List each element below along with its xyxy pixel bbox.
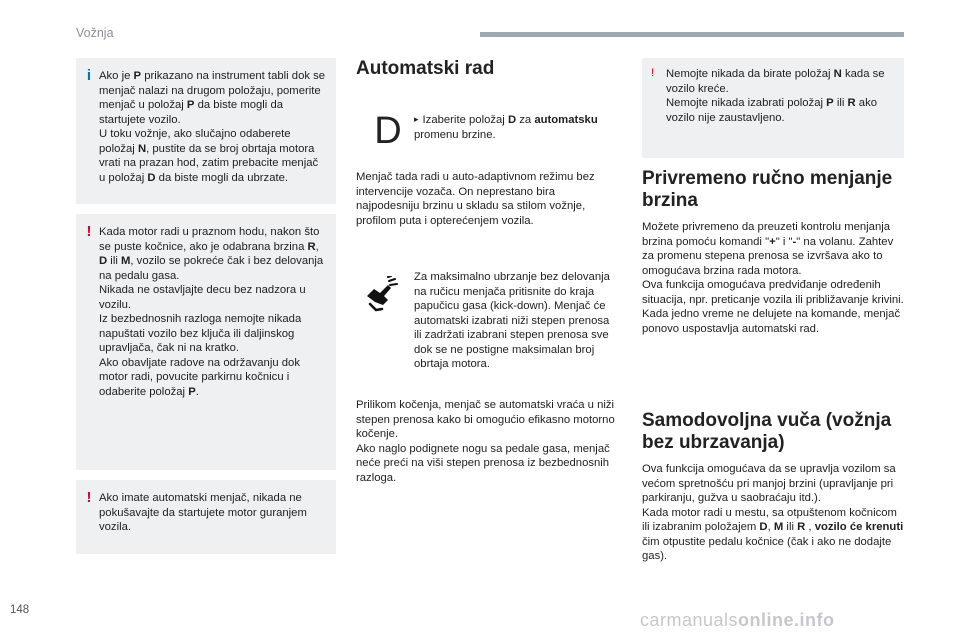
bullet-select-d xyxy=(414,112,614,142)
text-line: Ova funkcija omogućava da se upravlja vozilom sa većom spretnošću pri manjoj brzini (upravljanje pri parkiranju, gužva u saobraćaju itd.). xyxy=(642,463,896,504)
text-line: Možete privremeno da preuzeti kontrolu menjanja brzina pomoću komandi "+" i "-" na volanu. Zahtev za promenu stepena prenosa se izvršava ako to omogućava brzina rada motora. xyxy=(642,221,894,277)
text-line: Nikada ne ostavljajte decu bez nadzora u vozilu. xyxy=(99,284,306,311)
bullet-arrow-icon: ▸ xyxy=(414,114,419,124)
text-line: Ako imate automatski menjač, nikada ne pokušavajte da startujete motor guranjem vozila. xyxy=(99,492,307,533)
info-icon: i xyxy=(86,67,92,84)
watermark: carmanualsonline.info xyxy=(640,610,835,630)
info-note-text xyxy=(99,69,326,185)
tip-hand-icon xyxy=(364,276,400,312)
text-line: Ova funkcija omogućava predviđanje određenih situacija, npr. preticanje vozila ili približavanje krivini. xyxy=(642,279,904,306)
text-line: Nemojte nikada da birate položaj N kada se vozilo kreće. xyxy=(666,68,885,95)
warning-icon: ! xyxy=(86,489,92,506)
header-bar xyxy=(480,32,904,37)
paragraph-creep xyxy=(642,462,904,564)
warning-note-box xyxy=(76,214,336,470)
paragraph-adaptive-mode: Menjač tada radi u auto-adaptivnom režimu bez intervencije vozača. On neprestano bira najpodesniju brzinu u skladu sa stilom vožnje, profilom puta i opterećenjem vozila. xyxy=(356,171,595,227)
section-title-creep: Samodovoljna vuča (vožnja bez ubrzavanja) xyxy=(642,410,892,453)
text-line: Kada motor radi u mestu, sa otpuštenom kočnicom ili izabranim položajem D, M ili R , vozilo će krenuti čim otpustite pedalu kočnice (čak i ako ne dodajte gas). xyxy=(642,506,904,562)
gear-d-symbol: D xyxy=(374,110,402,152)
warning-icon: ! xyxy=(651,67,655,79)
section-title-automatski-rad: Automatski rad xyxy=(356,58,495,79)
header-section-label: Vožnja xyxy=(76,26,114,40)
bullet-text: Izaberite položaj D za automatsku promenu brzine. xyxy=(414,114,598,141)
text-line: Iz bezbednosnih razloga nemojte nikada napuštati vozilo bez ključa ili daljinskog upravljača, čak ni na kratko. xyxy=(99,313,302,354)
warning-note-text xyxy=(666,67,894,125)
info-note-box xyxy=(76,58,336,204)
text-line: Ako obavljate radove na održavanju dok motor radi, povucite parkirnu kočnicu i odaberite položaj P. xyxy=(99,356,300,398)
paragraph-manual-shifting xyxy=(642,220,904,336)
page-number: 148 xyxy=(10,604,30,616)
warning-note-box-neutral xyxy=(642,58,904,158)
warning-note-text xyxy=(99,225,326,399)
text-line: Nemojte nikada izabrati položaj P ili R ako vozilo nije zaustavljeno. xyxy=(666,97,878,124)
paragraph-braking: Prilikom kočenja, menjač se automatski vraća u niži stepen prenosa kako bi omogućio efikasno motorno kočenje. Ako naglo podignete nogu sa pedale gasa, menjač neće preći na viši stepen prenosa iz bezbednosnih razloga. xyxy=(356,399,615,484)
text-line: Kada jedno vreme ne delujete na komande, menjač ponovo uspostavlja automatski rad. xyxy=(642,308,901,335)
warning-note-box-push-start xyxy=(76,480,336,554)
warning-note-text xyxy=(99,491,326,535)
text-line: U toku vožnje, ako slučajno odaberete položaj N, pustite da se broj obrtaja motora vrati na prazan hod, zatim prebacite menjač u položaj D da biste mogli da ubrzate. xyxy=(99,128,319,184)
text-line: Kada motor radi u praznom hodu, nakon što se puste kočnice, ako je odabrana brzina R, D ili M, vozilo se pokreće čak i bez delovanja na pedalu gasa. xyxy=(99,226,324,282)
warning-icon: ! xyxy=(86,223,92,240)
section-title-manual-shifting: Privremeno ručno menjanje brzina xyxy=(642,168,893,211)
text-line: Ako je P prikazano na instrument tabli dok se menjač nalazi na drugom položaju, pomerite menjač u položaj P da biste mogli da startujete vozilo. xyxy=(99,70,326,126)
tip-kick-down-text: Za maksimalno ubrzanje bez delovanja na ručicu menjača pritisnite do kraja papučicu gasa (kick-down). Menjač će automatski izabrati niži stepen prenosa ili zadržati izabrani stepen prenosa sve dok se ne postigne maksimalan broj obrtaja motora. xyxy=(414,271,610,370)
